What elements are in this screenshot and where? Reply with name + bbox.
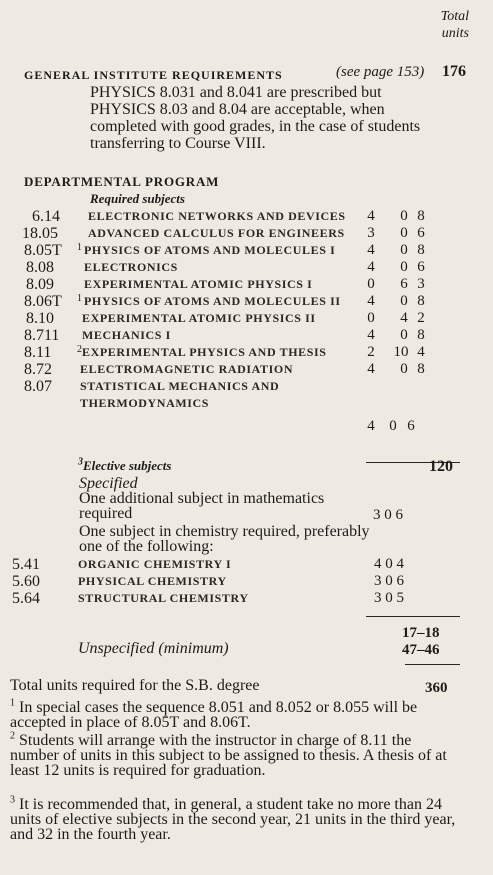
subject-code: 8.06T [24,293,62,310]
subject-title: PHYSICAL CHEMISTRY [78,574,227,588]
departmental-program-heading: DEPARTMENTAL PROGRAM [24,174,220,189]
divider [366,616,460,617]
subject-title: STRUCTURAL CHEMISTRY [78,591,249,605]
subject-title: ORGANIC CHEMISTRY I [78,557,232,571]
units-lecture: 4 [367,208,375,224]
units-prep: 4 [417,344,425,360]
subject-title: PHYSICS OF ATOMS AND MOLECULES II [84,294,341,308]
units-prep: 8 [417,242,425,258]
table-row [0,361,493,378]
total-units-line1: Total [440,9,469,24]
chemistry-requirement: One subject in chemistry required, preferably one of the following: [79,523,370,555]
units-lecture: 4 [367,327,375,343]
units-lab: 0 [400,259,408,275]
units-prep: 8 [417,293,425,309]
subject-title: EXPERIMENTAL PHYSICS AND THESIS [82,345,327,359]
footnote-text: In special cases the sequence 8.051 and 8.052 or 8.055 will be accepted in place of 8.05T and 8.06T. [10,699,418,731]
table-row [0,208,493,225]
table-row [0,327,493,344]
math-requirement: One additional subject in mathematics required [79,490,325,522]
specified-label: Specified [79,475,138,492]
footnote-text: Students will arrange with the instructor in charge of 8.11 the number of units in this subject to be assigned to thesis. A thesis of at least 12 units is required for graduation. [10,732,447,779]
table-row: 8.11 2 EXPERIMENTAL PHYSICS AND THESIS 2 10 4 [0,344,493,361]
subject-title: ADVANCED CALCULUS FOR ENGINEERS [88,226,345,240]
subject-code: 5.60 [12,573,40,590]
table-row: 8.05T 1 PHYSICS OF ATOMS AND MOLECULES I 4 0 8 [0,242,493,259]
total-units-header [441,8,469,42]
table-row [0,556,493,573]
footnote-mark: 2 [10,730,15,742]
required-total-units: 120 [429,458,453,475]
units-lab: 0 [400,242,408,258]
units-prep: 3 [417,276,425,292]
divider [405,664,460,665]
subject-code: 8.711 [24,327,60,344]
table-row [0,276,493,293]
subject-code: 8.11 [24,344,52,361]
units-lab: 4 [400,310,408,326]
subject-code: 5.41 [12,556,40,573]
footnote-2 [10,730,458,779]
subject-code: 5.64 [12,590,40,607]
footnote-mark: 3 [78,456,83,468]
units-prep: 6 [407,418,415,434]
table-row [0,378,493,395]
table-row [0,573,493,590]
subject-code: 8.05T [24,242,62,259]
subject-code: 8.10 [26,310,54,327]
units-lecture: 0 [367,276,375,292]
table-row [0,395,493,412]
table-row: 8.06T 1 PHYSICS OF ATOMS AND MOLECULES II 4 0 8 [0,293,493,310]
gir-page-reference: (see page 153) [336,64,425,80]
units-lecture: 4 [367,418,375,434]
subject-title: ELECTROMAGNETIC RADIATION [80,362,294,376]
units-lab: 6 [400,276,408,292]
footnote-text: It is recommended that, in general, a student take no more than 24 units of elective subjects in the second year, 21 units in the third year, and 32 in the fourth year. [10,796,456,843]
specified-units: 17–18 [402,625,440,641]
subject-units: 4 0 4 [374,556,404,572]
elective-subjects-heading: $^3$Elective subjects [78,456,172,473]
subject-code: 6.14 [32,208,60,225]
table-row [0,225,493,242]
units-lab: 0 [400,225,408,241]
math-units: 3 0 6 [373,507,403,523]
table-row [0,418,493,435]
units-lab: 0 [400,361,408,377]
table-row [0,310,493,327]
units-lecture: 3 [367,225,375,241]
units-lab: 10 [393,344,409,360]
subject-title: ELECTRONIC NETWORKS AND DEVICES [88,209,346,223]
total-units-label: Total units required for the S.B. degree [10,677,260,694]
footnote-mark: 1 [10,697,15,709]
units-lab: 0 [400,208,408,224]
subject-code: 8.07 [24,378,52,395]
subject-units: 3 0 5 [374,590,404,606]
units-lab: 0 [400,327,408,343]
units-lecture: 4 [367,242,375,258]
subject-title: PHYSICS OF ATOMS AND MOLECULES I [84,243,336,257]
unspecified-units: 47–46 [402,642,440,658]
units-lecture: 2 [367,344,375,360]
subject-title: ELECTRONICS [84,260,178,274]
total-units-line2: units [441,26,469,41]
units-lab: 0 [389,418,397,434]
subject-title: EXPERIMENTAL ATOMIC PHYSICS I [84,277,313,291]
units-prep: 2 [417,310,425,326]
units-lecture: 0 [367,310,375,326]
units-lecture: 4 [367,259,375,275]
units-prep: 6 [417,225,425,241]
gir-units: 176 [442,63,466,80]
table-row [0,590,493,607]
units-prep: 8 [417,361,425,377]
subject-code: 8.08 [26,259,54,276]
unspecified-label: Unspecified (minimum) [78,640,229,657]
units-lecture: 4 [367,361,375,377]
total-units-value: 360 [425,680,448,696]
gir-note: PHYSICS 8.031 and 8.041 are prescribed but PHYSICS 8.03 and 8.04 are acceptable, when completed with good grades, in the case of students transferring to Course VIII. [90,84,421,152]
subject-title: EXPERIMENTAL ATOMIC PHYSICS II [82,311,316,325]
subject-title: MECHANICS I [82,328,171,342]
subject-code: 8.09 [26,276,54,293]
subject-units: 3 0 6 [374,573,404,589]
units-prep: 8 [417,327,425,343]
required-subjects-heading: Required subjects [90,191,185,206]
gir-heading: GENERAL INSTITUTE REQUIREMENTS [24,68,283,82]
footnote-3 [10,794,458,843]
table-row [0,259,493,276]
subject-code: 18.05 [22,225,58,242]
subject-title: THERMODYNAMICS [80,396,210,410]
subject-code: 8.72 [24,361,52,378]
units-lab: 0 [400,293,408,309]
units-prep: 8 [417,208,425,224]
units-lecture: 4 [367,293,375,309]
subject-title: STATISTICAL MECHANICS AND [80,379,280,393]
footnote-1 [10,697,458,731]
units-prep: 6 [417,259,425,275]
footnote-mark: 3 [10,794,15,806]
